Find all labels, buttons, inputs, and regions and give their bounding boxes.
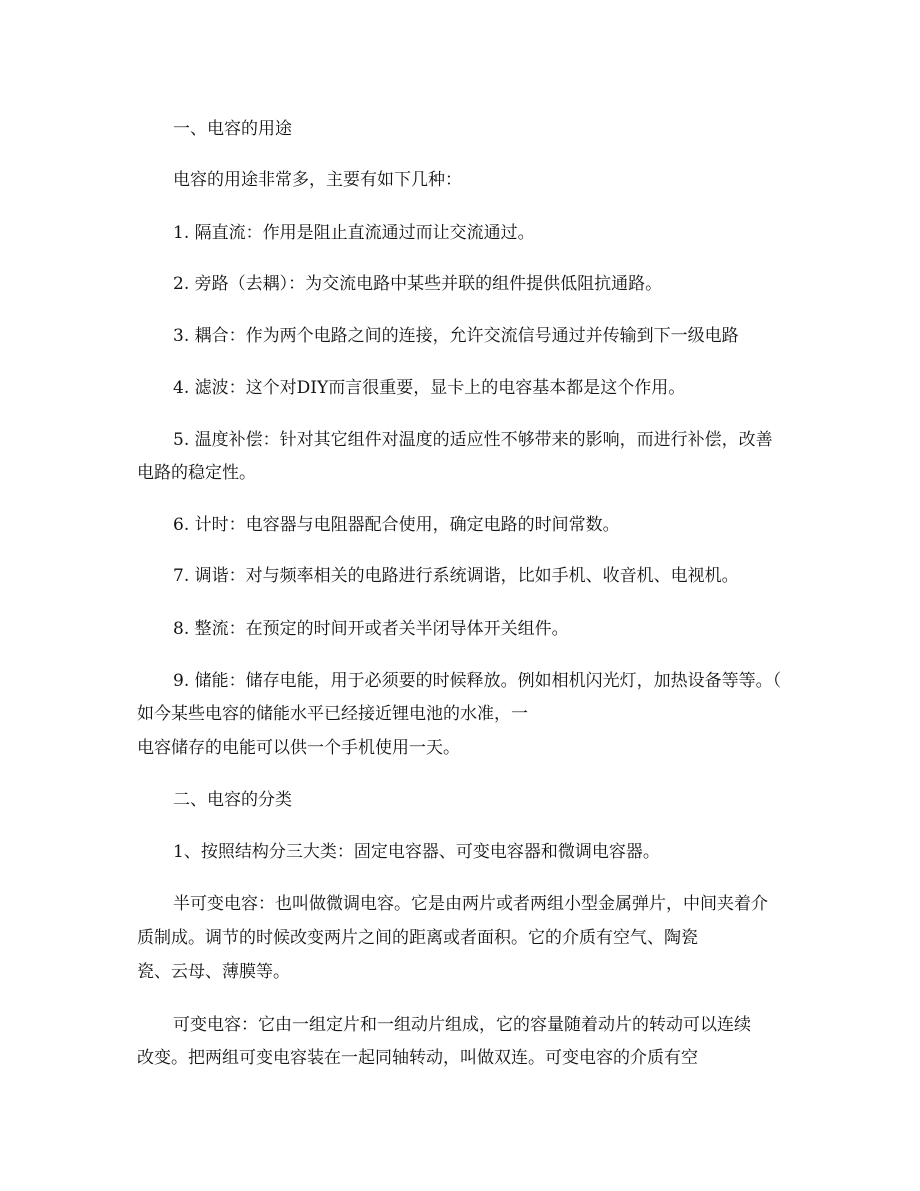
list-item-5-line2: 电路的稳定性。 [137,463,256,483]
classification-intro: 1、按照结构分三大类：固定电容器、可变电容器和微调电容器。 [173,842,660,862]
list-item-9-line2: 如今某些电容的储能水平已经接近锂电池的水准，一 [137,704,528,724]
list-item-1: 1. 隔直流：作用是阻止直流通过而让交流通过。 [173,223,535,243]
list-item-2: 2. 旁路（去耦）：为交流电路中某些并联的组件提供低阻抗通路。 [173,274,663,294]
semi-variable-line2: 质制成。调节的时候改变两片之间的距离或者面积。它的介质有空气、陶瓷 [137,928,698,948]
list-item-4: 4. 滤波：这个对DIY而言很重要，显卡上的电容基本都是这个作用。 [173,378,686,398]
variable-line1: 可变电容：它由一组定片和一组动片组成，它的容量随着动片的转动可以连续 [173,1015,751,1035]
list-item-9-line3: 电容储存的电能可以供一个手机使用一天。 [137,738,460,758]
section-heading-uses: 一、电容的用途 [173,119,292,139]
list-item-8: 8. 整流：在预定的时间开或者关半闭导体开关组件。 [173,619,569,639]
list-item-3: 3. 耦合：作为两个电路之间的连接，允许交流信号通过并传输到下一级电路 [173,326,739,346]
list-item-9-line1: 9. 储能：储存电能，用于必须要的时候释放。例如相机闪光灯，加热设备等等。（ [173,671,782,691]
section-heading-classification: 二、电容的分类 [173,790,292,810]
semi-variable-line1: 半可变电容：也叫做微调电容。它是由两片或者两组小型金属弹片，中间夹着介 [173,894,768,914]
variable-line2: 改变。把两组可变电容装在一起同轴转动，叫做双连。可变电容的介质有空 [137,1048,698,1068]
list-item-6: 6. 计时：电容器与电阻器配合使用，确定电路的时间常数。 [173,515,620,535]
intro-paragraph: 电容的用途非常多，主要有如下几种： [173,170,462,190]
list-item-5-line1: 5. 温度补偿：针对其它组件对温度的适应性不够带来的影响，而进行补偿，改善 [173,430,773,450]
list-item-7: 7. 调谐：对与频率相关的电路进行系统调谐，比如手机、收音机、电视机。 [173,566,739,586]
semi-variable-line3: 瓷、云母、薄膜等。 [137,962,290,982]
